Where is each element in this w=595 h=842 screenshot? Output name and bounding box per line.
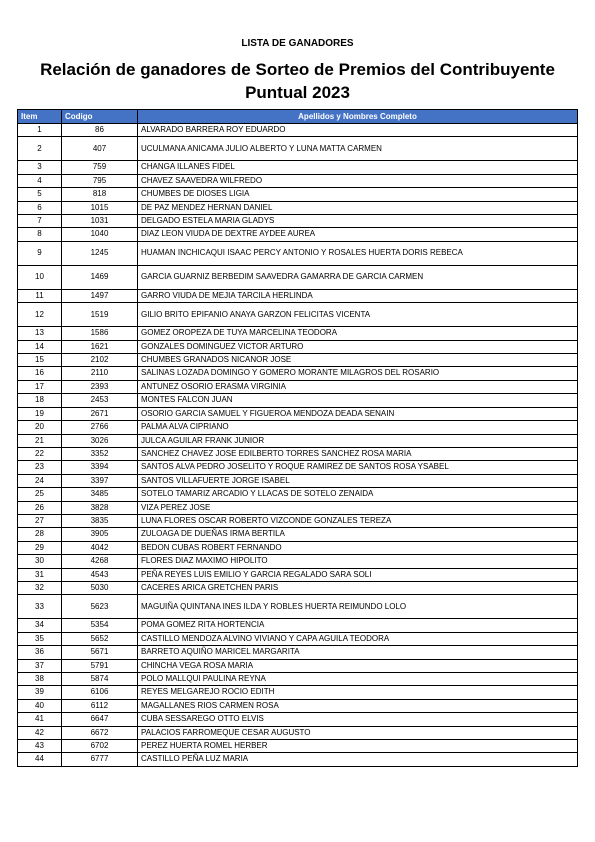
cell-name: POLO MALLQUI PAULINA REYNA	[138, 673, 578, 686]
cell-code: 5623	[62, 595, 138, 619]
cell-code: 6702	[62, 740, 138, 753]
cell-item: 15	[18, 354, 62, 367]
cell-name: DELGADO ESTELA MARIA GLADYS	[138, 215, 578, 228]
cell-code: 5354	[62, 619, 138, 632]
cell-name: GILIO BRITO EPIFANIO ANAYA GARZON FELICITAS VICENTA	[138, 303, 578, 327]
cell-name: CHUMBES GRANADOS NICANOR JOSE	[138, 354, 578, 367]
cell-code: 1015	[62, 201, 138, 214]
cell-code: 1519	[62, 303, 138, 327]
table-row	[18, 555, 578, 568]
table-row	[18, 303, 578, 327]
cell-name: GARCIA GUARNIZ BERBEDIM SAAVEDRA GAMARRA DE GARCIA CARMEN	[138, 265, 578, 289]
table-row	[18, 713, 578, 726]
cell-name: CHANGA ILLANES FIDEL	[138, 161, 578, 174]
table-row	[18, 568, 578, 581]
table-row	[18, 354, 578, 367]
cell-name: CASTILLO PEÑA LUZ MARIA	[138, 753, 578, 766]
cell-name: ALVARADO BARRERA ROY EDUARDO	[138, 124, 578, 137]
cell-item: 11	[18, 289, 62, 302]
cell-code: 407	[62, 137, 138, 161]
table-row	[18, 394, 578, 407]
cell-code: 3394	[62, 461, 138, 474]
cell-item: 31	[18, 568, 62, 581]
cell-name: JULCA AGUILAR FRANK JUNIOR	[138, 434, 578, 447]
cell-name: GOMEZ OROPEZA DE TUYA MARCELINA TEODORA	[138, 327, 578, 340]
table-row	[18, 461, 578, 474]
cell-item: 6	[18, 201, 62, 214]
cell-name: PEREZ HUERTA ROMEL HERBER	[138, 740, 578, 753]
cell-item: 39	[18, 686, 62, 699]
cell-code: 1621	[62, 340, 138, 353]
cell-code: 6112	[62, 699, 138, 712]
cell-name: SANTOS VILLAFUERTE JORGE ISABEL	[138, 474, 578, 487]
cell-code: 5791	[62, 659, 138, 672]
cell-code: 1469	[62, 265, 138, 289]
cell-code: 1031	[62, 215, 138, 228]
cell-item: 37	[18, 659, 62, 672]
cell-name: BARRETO AQUIÑO MARICEL MARGARITA	[138, 646, 578, 659]
cell-code: 4268	[62, 555, 138, 568]
cell-item: 4	[18, 174, 62, 187]
cell-code: 3485	[62, 488, 138, 501]
cell-name: CACERES ARICA GRETCHEN PARIS	[138, 581, 578, 594]
table-row	[18, 367, 578, 380]
table-row	[18, 434, 578, 447]
table-row	[18, 201, 578, 214]
cell-item: 26	[18, 501, 62, 514]
cell-code: 2102	[62, 354, 138, 367]
cell-code: 3397	[62, 474, 138, 487]
cell-name: BEDON CUBAS ROBERT FERNANDO	[138, 541, 578, 554]
cell-code: 3828	[62, 501, 138, 514]
table-row	[18, 659, 578, 672]
cell-code: 3026	[62, 434, 138, 447]
cell-name: GONZALES DOMINGUEZ VICTOR ARTURO	[138, 340, 578, 353]
cell-name: MAGALLANES RIOS CARMEN ROSA	[138, 699, 578, 712]
cell-code: 2110	[62, 367, 138, 380]
cell-name: PEÑA REYES LUIS EMILIO Y GARCIA REGALADO SARA SOLI	[138, 568, 578, 581]
cell-code: 759	[62, 161, 138, 174]
cell-code: 1245	[62, 241, 138, 265]
cell-name: SANCHEZ CHAVEZ JOSE EDILBERTO TORRES SANCHEZ ROSA MARIA	[138, 447, 578, 460]
cell-item: 38	[18, 673, 62, 686]
cell-item: 42	[18, 726, 62, 739]
table-row	[18, 421, 578, 434]
cell-name: SANTOS ALVA PEDRO JOSELITO Y ROQUE RAMIREZ DE SANTOS ROSA YSABEL	[138, 461, 578, 474]
cell-item: 14	[18, 340, 62, 353]
table-row	[18, 541, 578, 554]
document-title-line-1: Relación de ganadores de Sorteo de Premios del Contribuyente	[40, 60, 555, 79]
cell-item: 22	[18, 447, 62, 460]
table-row	[18, 474, 578, 487]
table-row	[18, 380, 578, 393]
table-row	[18, 740, 578, 753]
cell-name: REYES MELGAREJO ROCIO EDITH	[138, 686, 578, 699]
cell-code: 5652	[62, 632, 138, 645]
cell-item: 27	[18, 514, 62, 527]
table-header-row	[18, 110, 578, 124]
cell-name: LUNA FLORES OSCAR ROBERTO VIZCONDE GONZALES TEREZA	[138, 514, 578, 527]
cell-item: 20	[18, 421, 62, 434]
cell-name: ZULOAGA DE DUEÑAS IRMA BERTILA	[138, 528, 578, 541]
cell-code: 86	[62, 124, 138, 137]
cell-code: 2671	[62, 407, 138, 420]
table-row	[18, 501, 578, 514]
cell-code: 5030	[62, 581, 138, 594]
cell-name: PALMA ALVA CIPRIANO	[138, 421, 578, 434]
cell-item: 33	[18, 595, 62, 619]
cell-item: 30	[18, 555, 62, 568]
table-row	[18, 161, 578, 174]
table-row	[18, 673, 578, 686]
cell-item: 19	[18, 407, 62, 420]
cell-item: 28	[18, 528, 62, 541]
table-row	[18, 632, 578, 645]
table-row	[18, 228, 578, 241]
table-row	[18, 528, 578, 541]
cell-code: 2453	[62, 394, 138, 407]
cell-name: POMA GOMEZ RITA HORTENCIA	[138, 619, 578, 632]
table-row	[18, 289, 578, 302]
cell-code: 6647	[62, 713, 138, 726]
table-row	[18, 124, 578, 137]
cell-item: 29	[18, 541, 62, 554]
cell-code: 2766	[62, 421, 138, 434]
table-row	[18, 686, 578, 699]
cell-name: VIZA PEREZ JOSE	[138, 501, 578, 514]
cell-item: 3	[18, 161, 62, 174]
cell-name: CHINCHA VEGA ROSA MARIA	[138, 659, 578, 672]
cell-item: 2	[18, 137, 62, 161]
column-header-item: Item	[18, 110, 62, 124]
table-body	[18, 124, 578, 767]
document-title	[20, 58, 575, 104]
cell-code: 5671	[62, 646, 138, 659]
cell-name: CHAVEZ SAAVEDRA WILFREDO	[138, 174, 578, 187]
cell-code: 1497	[62, 289, 138, 302]
table-row	[18, 188, 578, 201]
cell-name: SALINAS LOZADA DOMINGO Y GOMERO MORANTE MILAGROS DEL ROSARIO	[138, 367, 578, 380]
table-row	[18, 137, 578, 161]
cell-name: DE PAZ MENDEZ HERNAN DANIEL	[138, 201, 578, 214]
cell-code: 6777	[62, 753, 138, 766]
cell-name: OSORIO GARCIA SAMUEL Y FIGUEROA MENDOZA DEADA SENAIN	[138, 407, 578, 420]
cell-name: CUBA SESSAREGO OTTO ELVIS	[138, 713, 578, 726]
cell-item: 41	[18, 713, 62, 726]
cell-item: 9	[18, 241, 62, 265]
cell-code: 4042	[62, 541, 138, 554]
cell-item: 23	[18, 461, 62, 474]
cell-item: 16	[18, 367, 62, 380]
cell-name: MAGUIÑA QUINTANA INES ILDA Y ROBLES HUERTA REIMUNDO LOLO	[138, 595, 578, 619]
table-row	[18, 447, 578, 460]
cell-item: 44	[18, 753, 62, 766]
column-header-code: Codigo	[62, 110, 138, 124]
table-row	[18, 699, 578, 712]
cell-name: SOTELO TAMARIZ ARCADIO Y LLACAS DE SOTELO ZENAIDA	[138, 488, 578, 501]
cell-code: 818	[62, 188, 138, 201]
cell-item: 5	[18, 188, 62, 201]
cell-item: 1	[18, 124, 62, 137]
cell-code: 4543	[62, 568, 138, 581]
cell-code: 3905	[62, 528, 138, 541]
cell-name: PALACIOS FARROMEQUE CESAR AUGUSTO	[138, 726, 578, 739]
cell-name: GARRO VIUDA DE MEJIA TARCILA HERLINDA	[138, 289, 578, 302]
cell-item: 12	[18, 303, 62, 327]
document-title-line-2: Puntual 2023	[245, 83, 350, 102]
cell-code: 2393	[62, 380, 138, 393]
table-row	[18, 488, 578, 501]
cell-item: 13	[18, 327, 62, 340]
cell-name: FLORES DIAZ MAXIMO HIPOLITO	[138, 555, 578, 568]
cell-item: 24	[18, 474, 62, 487]
table-row	[18, 265, 578, 289]
cell-code: 6672	[62, 726, 138, 739]
cell-name: CHUMBES DE DIOSES LIGIA	[138, 188, 578, 201]
cell-item: 36	[18, 646, 62, 659]
cell-item: 43	[18, 740, 62, 753]
table-row	[18, 581, 578, 594]
cell-item: 32	[18, 581, 62, 594]
cell-item: 8	[18, 228, 62, 241]
table-row	[18, 646, 578, 659]
table-row	[18, 407, 578, 420]
document-heading: LISTA DE GANADORES	[241, 38, 354, 49]
cell-item: 7	[18, 215, 62, 228]
table-row	[18, 174, 578, 187]
column-header-name: Apellidos y Nombres Completo	[138, 110, 578, 124]
cell-code: 5874	[62, 673, 138, 686]
table-row	[18, 340, 578, 353]
table-row	[18, 595, 578, 619]
table-row	[18, 514, 578, 527]
cell-item: 34	[18, 619, 62, 632]
cell-item: 18	[18, 394, 62, 407]
cell-name: CASTILLO MENDOZA ALVINO VIVIANO Y CAPA AGUILA TEODORA	[138, 632, 578, 645]
table-row	[18, 753, 578, 766]
cell-item: 17	[18, 380, 62, 393]
table-row	[18, 241, 578, 265]
cell-code: 1586	[62, 327, 138, 340]
cell-code: 3352	[62, 447, 138, 460]
table-row	[18, 619, 578, 632]
cell-name: DIAZ LEON VIUDA DE DEXTRE AYDEE AUREA	[138, 228, 578, 241]
cell-item: 21	[18, 434, 62, 447]
cell-name: MONTES FALCON JUAN	[138, 394, 578, 407]
cell-item: 10	[18, 265, 62, 289]
cell-code: 1040	[62, 228, 138, 241]
table-row	[18, 327, 578, 340]
cell-code: 795	[62, 174, 138, 187]
table-row	[18, 215, 578, 228]
cell-item: 35	[18, 632, 62, 645]
winners-table	[17, 109, 578, 767]
cell-item: 25	[18, 488, 62, 501]
table-row	[18, 726, 578, 739]
cell-code: 3835	[62, 514, 138, 527]
cell-name: UCULMANA ANICAMA JULIO ALBERTO Y LUNA MATTA CARMEN	[138, 137, 578, 161]
cell-item: 40	[18, 699, 62, 712]
cell-code: 6106	[62, 686, 138, 699]
cell-name: HUAMAN INCHICAQUI ISAAC PERCY ANTONIO Y ROSALES HUERTA DORIS REBECA	[138, 241, 578, 265]
cell-name: ANTUNEZ OSORIO ERASMA VIRGINIA	[138, 380, 578, 393]
